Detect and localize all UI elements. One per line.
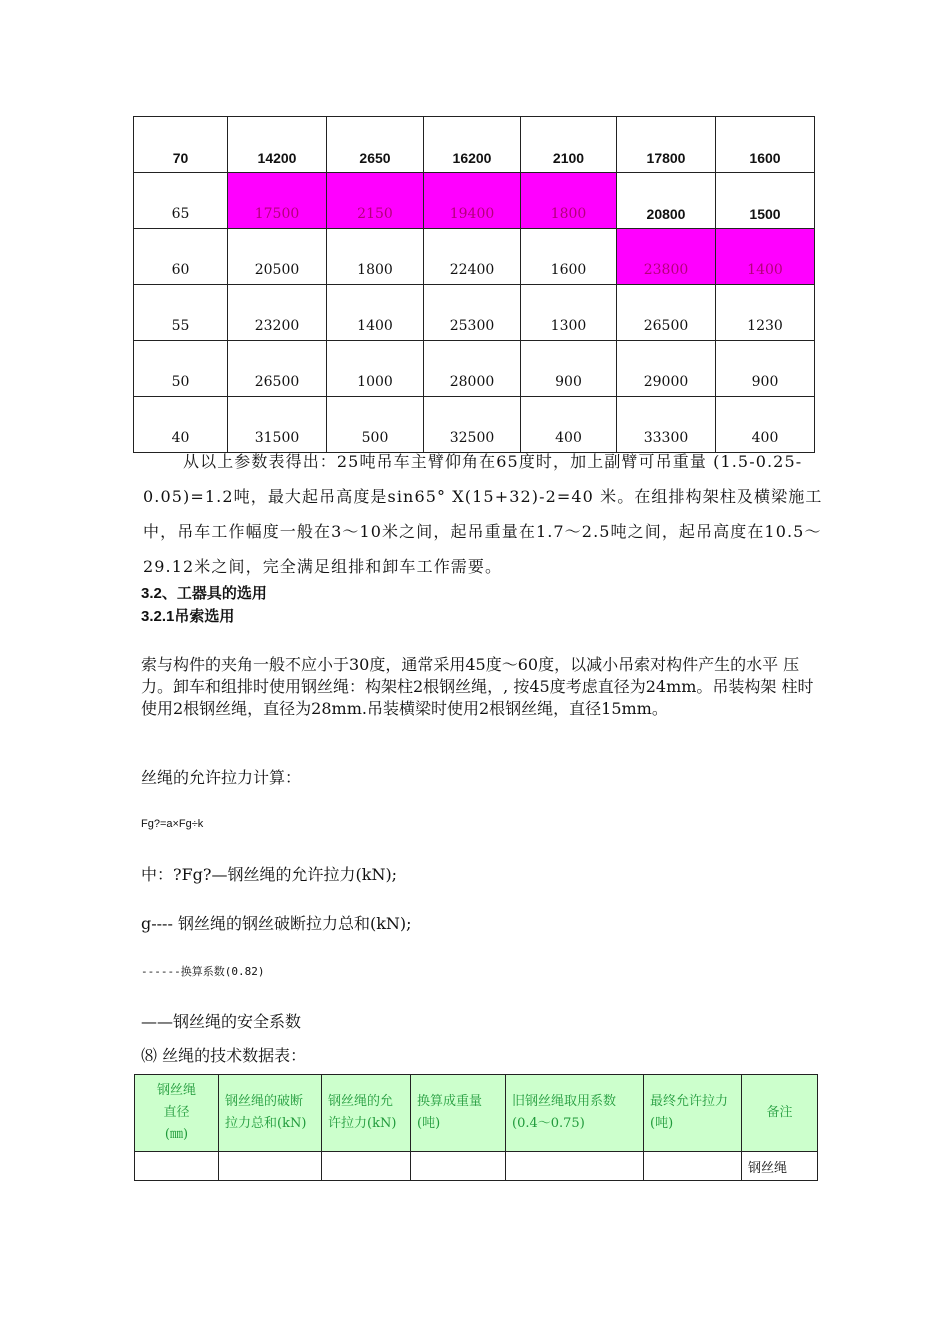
table-cell: 70 (134, 117, 228, 173)
formula: Fg?=a×Fg÷k (141, 818, 204, 830)
definition-line: g---- 钢丝绳的钢丝破断拉力总和(kN); (141, 914, 412, 933)
table-cell: 40 (134, 397, 228, 453)
table-cell (135, 1152, 219, 1181)
table-cell: 26500 (617, 285, 716, 341)
table-cell: 1300 (521, 285, 617, 341)
table-cell (411, 1152, 506, 1181)
table-cell: 28000 (424, 341, 521, 397)
header-cell: 备注 (742, 1075, 818, 1152)
table-cell: 14200 (228, 117, 327, 173)
table-cell: 1800 (327, 229, 424, 285)
highlighted-cell: 17500 (228, 173, 327, 229)
table-row (135, 1152, 818, 1181)
highlighted-cell: 19400 (424, 173, 521, 229)
table-cell (219, 1152, 322, 1181)
table-cell: 60 (134, 229, 228, 285)
table-cell: 1000 (327, 341, 424, 397)
definition-line: 中：?Fg?—钢丝绳的允许拉力(kN); (141, 865, 398, 884)
crane-parameter-table (133, 116, 815, 453)
sling-selection-paragraph: 索与构件的夹角一般不应小于30度，通常采用45度～60度，以减小吊索对构件产生的水平 压力。卸车和组排时使用钢丝绳：构架柱2根钢丝绳，, 按45度考虑直径为24mm。吊装构架 柱时使用2根钢丝绳，直径为28mm.吊装横梁时使用2根钢丝绳，直径15mm。 (141, 655, 814, 718)
table-cell: 900 (521, 341, 617, 397)
table-cell (506, 1152, 644, 1181)
table-cell: 17800 (617, 117, 716, 173)
table-cell: 23200 (228, 285, 327, 341)
header-cell: 最终允许拉力(吨) (644, 1075, 742, 1152)
subsection-heading: 3.2.1吊索选用 (141, 608, 235, 625)
table-cell: 钢丝绳 (742, 1152, 818, 1181)
header-cell (135, 1075, 219, 1152)
table-cell: 400 (521, 397, 617, 453)
table-cell: 55 (134, 285, 228, 341)
table-cell: 26500 (228, 341, 327, 397)
highlighted-cell: 23800 (617, 229, 716, 285)
table-cell: 400 (716, 397, 815, 453)
section-heading: 3.2、工器具的选用 (141, 585, 267, 602)
table-row (134, 229, 815, 285)
wire-rope-data-table (134, 1074, 818, 1181)
table-row (134, 341, 815, 397)
highlighted-cell: 2150 (327, 173, 424, 229)
table-cell: 1600 (521, 229, 617, 285)
table-cell: 1600 (716, 117, 815, 173)
header-text: 钢丝绳 直径 (㎜) (156, 1083, 196, 1142)
table-cell: 2100 (521, 117, 617, 173)
header-cell: 钢丝绳的允许拉力(kN) (322, 1075, 411, 1152)
table-header-row (135, 1075, 818, 1152)
table-cell: 29000 (617, 341, 716, 397)
header-cell: 换算成重量(吨) (411, 1075, 506, 1152)
table-row (134, 285, 815, 341)
highlighted-cell: 1400 (716, 229, 815, 285)
table-cell: 20800 (617, 173, 716, 229)
header-cell: 钢丝绳的破断拉力总和(kN) (219, 1075, 322, 1152)
table-cell: 32500 (424, 397, 521, 453)
table-cell: 1400 (327, 285, 424, 341)
table-cell: 1500 (716, 173, 815, 229)
table-cell: 50 (134, 341, 228, 397)
calc-title: 丝绳的允许拉力计算： (141, 768, 302, 787)
table-cell: 2650 (327, 117, 424, 173)
table-cell (644, 1152, 742, 1181)
header-cell: 旧钢丝绳取用系数(0.4～0.75) (506, 1075, 644, 1152)
table-cell: 900 (716, 341, 815, 397)
table-row (134, 117, 815, 173)
table-cell: 33300 (617, 397, 716, 453)
table-cell: 22400 (424, 229, 521, 285)
table-cell: 16200 (424, 117, 521, 173)
table-row (134, 173, 815, 229)
table-cell: 31500 (228, 397, 327, 453)
table-caption: ⑻ 丝绳的技术数据表： (141, 1046, 307, 1065)
highlighted-cell: 1800 (521, 173, 617, 229)
table-cell: 65 (134, 173, 228, 229)
table-cell: 1230 (716, 285, 815, 341)
table-cell (322, 1152, 411, 1181)
table-cell: 25300 (424, 285, 521, 341)
definition-line: ------换算系数(0.82) (141, 965, 265, 978)
definition-line: ——钢丝绳的安全系数 (141, 1012, 302, 1031)
table-cell: 500 (327, 397, 424, 453)
table-cell: 20500 (228, 229, 327, 285)
conclusion-paragraph: 从以上参数表得出：25吨吊车主臂仰角在65度时，加上副臂可吊重量 (1.5-0.25-0.05)=1.2吨，最大起吊高度是sin65° X(15+32)-2=40 米。在组排构架柱及横梁施工中，吊车工作幅度一般在3～10米之间，起吊重量在1.7～2.5吨之间，起吊高度在10.5～29.12米之间，完全满足组排和卸车工作需要。 (143, 452, 823, 576)
